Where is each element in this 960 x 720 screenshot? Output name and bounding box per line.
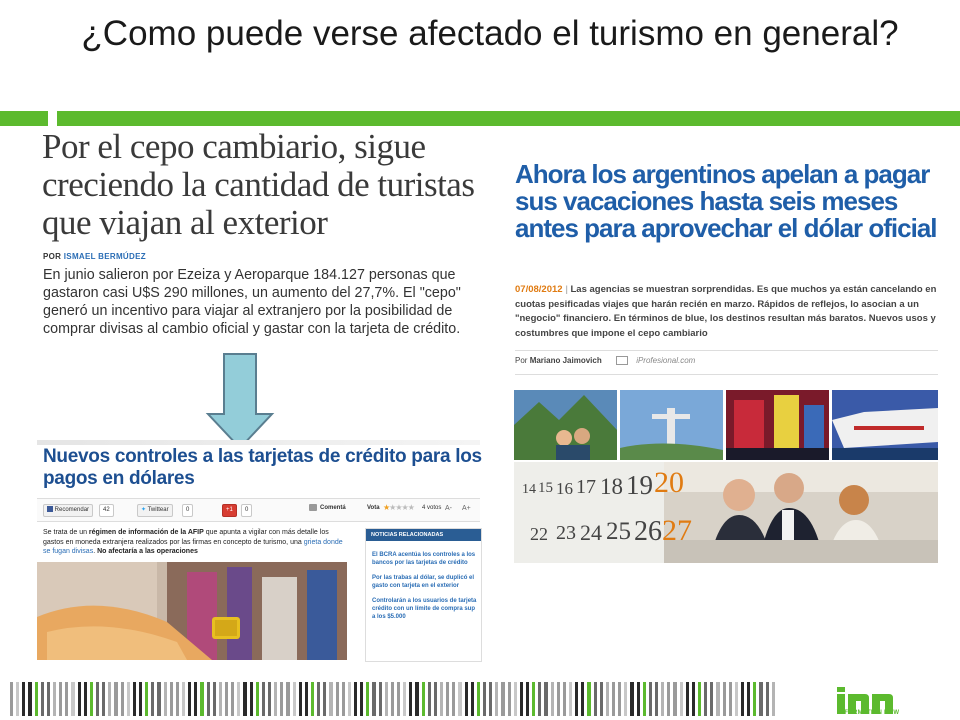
facebook-recommend-button[interactable] bbox=[43, 504, 93, 517]
article3-panel bbox=[37, 440, 480, 660]
barcode-stripe bbox=[256, 682, 259, 716]
barcode-stripe bbox=[501, 682, 505, 716]
article3-body-bold: régimen de información de la AFIP bbox=[88, 529, 204, 536]
barcode-stripe bbox=[182, 682, 185, 716]
article3-body-link[interactable]: grieta donde se fugan divisas bbox=[43, 538, 343, 555]
gplus-count: 0 bbox=[241, 504, 252, 517]
barcode-stripe bbox=[753, 682, 756, 716]
barcode-stripe bbox=[379, 682, 382, 716]
barcode-stripe bbox=[47, 682, 50, 716]
barcode-stripe bbox=[409, 682, 412, 716]
barcode-stripe bbox=[772, 682, 775, 716]
barcode-stripe bbox=[71, 682, 75, 716]
barcode-stripe bbox=[637, 682, 640, 716]
related-news-item[interactable]: Por las trabas al dólar, se duplicó el gasto con tarjeta en el exterior bbox=[372, 575, 475, 589]
article2-divider-bottom bbox=[515, 374, 938, 375]
related-news-box bbox=[365, 528, 482, 662]
barcode-stripe bbox=[483, 682, 486, 716]
article3-share-toolbar bbox=[37, 498, 480, 522]
barcode-stripe bbox=[741, 682, 744, 716]
barcode-stripe bbox=[766, 682, 769, 716]
barcode-stripe bbox=[630, 682, 634, 716]
barcode-stripe bbox=[286, 682, 290, 716]
barcode-stripe bbox=[710, 682, 713, 716]
article3-photo bbox=[37, 562, 347, 660]
barcode-stripe bbox=[317, 682, 320, 716]
barcode-stripe bbox=[121, 682, 124, 716]
article3-body-text-2: que apunta a vigilar con más detalle los gastos en moneda extranjera realizados por las firmas en concepto de turismo, una bbox=[43, 529, 329, 546]
barcode-stripe bbox=[299, 682, 302, 716]
barcode-stripe bbox=[164, 682, 167, 716]
calendar-day-highlight: 20 bbox=[654, 466, 684, 499]
barcode-stripe bbox=[612, 682, 615, 716]
barcode-stripe bbox=[594, 682, 597, 716]
barcode-stripe bbox=[471, 682, 474, 716]
article2-author[interactable]: Mariano Jaimovich bbox=[529, 356, 602, 365]
barcode-stripe bbox=[372, 682, 376, 716]
barcode-stripe bbox=[188, 682, 191, 716]
barcode-stripe bbox=[127, 682, 130, 716]
barcode-stripe bbox=[65, 682, 68, 716]
barcode-stripe bbox=[262, 682, 265, 716]
article1-summary: En junio salieron por Ezeiza y Aeroparque 184.127 personas que gastaron casi U$S 290 millones, un aumento del 27,7%. El "cepo" generó un incentivo para viajar al extranjero por la posibilidad de comprar divisas al cambio oficial y gastar con la tarjeta de crédito. bbox=[43, 267, 461, 337]
article3-nav-strip bbox=[37, 440, 480, 445]
barcode-stripe bbox=[606, 682, 609, 716]
barcode-stripe bbox=[508, 682, 511, 716]
barcode-stripe bbox=[280, 682, 283, 716]
barcode-stripe bbox=[397, 682, 400, 716]
barcode-stripe bbox=[735, 682, 738, 716]
barcode-stripe bbox=[514, 682, 517, 716]
barcode-stripe bbox=[231, 682, 234, 716]
barcode-stripe bbox=[434, 682, 437, 716]
barcode-stripe bbox=[90, 682, 93, 716]
calendar-day: 22 bbox=[530, 524, 548, 544]
barcode-stripe bbox=[446, 682, 449, 716]
barcode-stripe bbox=[729, 682, 732, 716]
calendar-day: 26 bbox=[634, 516, 662, 547]
barcode-stripe bbox=[336, 682, 339, 716]
barcode-stripe bbox=[661, 682, 664, 716]
barcode-stripe bbox=[643, 682, 646, 716]
logo-tagline: INFORMATION NOW bbox=[838, 710, 900, 716]
barcode-stripe bbox=[716, 682, 720, 716]
barcode-stripe bbox=[194, 682, 197, 716]
barcode-stripe bbox=[403, 682, 406, 716]
barcode-stripe bbox=[151, 682, 154, 716]
article3-body-bold-2: No afectaría a las operaciones bbox=[97, 548, 198, 555]
barcode-stripe bbox=[354, 682, 357, 716]
barcode-stripe bbox=[544, 682, 548, 716]
article3-body-text-3: . bbox=[93, 548, 98, 555]
barcode-stripe bbox=[465, 682, 468, 716]
barcode-stripe bbox=[391, 682, 394, 716]
article3-headline: Nuevos controles a las tarjetas de crédito para los pagos en dólares bbox=[43, 446, 482, 489]
calendar-day: 23 bbox=[556, 522, 576, 544]
comment-link[interactable]: Comentá bbox=[320, 505, 346, 511]
barcode-stripe bbox=[323, 682, 326, 716]
tweet-label: Twittear bbox=[147, 507, 169, 513]
article2-date: 07/08/2012 bbox=[515, 284, 563, 295]
barcode-stripe bbox=[311, 682, 314, 716]
barcode-stripe bbox=[114, 682, 118, 716]
barcode-stripe bbox=[667, 682, 670, 716]
facebook-recommend-label: Recomendar bbox=[54, 507, 90, 513]
facebook-recommend-count: 42 bbox=[99, 504, 114, 517]
barcode-stripe bbox=[170, 682, 173, 716]
article2-divider-top bbox=[515, 350, 938, 351]
barcode-stripe bbox=[96, 682, 99, 716]
calendar-day-highlight: 27 bbox=[662, 514, 692, 547]
slide-title: ¿Como puede verse afectado el turismo en general? bbox=[81, 14, 899, 53]
barcode-stripe bbox=[16, 682, 19, 716]
barcode-stripe bbox=[133, 682, 136, 716]
barcode-stripe bbox=[200, 682, 204, 716]
barcode-stripe bbox=[207, 682, 210, 716]
barcode-stripe bbox=[10, 682, 13, 716]
barcode-stripe bbox=[655, 682, 658, 716]
barcode-stripe bbox=[213, 682, 216, 716]
barcode-stripe bbox=[452, 682, 455, 716]
barcode-stripe bbox=[53, 682, 56, 716]
article1-byline-prefix: POR bbox=[43, 252, 62, 261]
twitter-icon: ✦ bbox=[141, 507, 147, 513]
calendar-day: 15 bbox=[538, 480, 553, 496]
barcode-stripe bbox=[704, 682, 707, 716]
barcode-stripe bbox=[649, 682, 652, 716]
barcode-stripe bbox=[673, 682, 677, 716]
barcode-stripe bbox=[563, 682, 566, 716]
calendar-day: 24 bbox=[580, 520, 602, 545]
barcode-stripe bbox=[348, 682, 351, 716]
article3-body-text: Se trata de un bbox=[43, 529, 89, 536]
article1-author[interactable]: ISMAEL BERMÚDEZ bbox=[63, 252, 146, 261]
barcode-stripe bbox=[692, 682, 695, 716]
barcode-stripe bbox=[329, 682, 333, 716]
barcode-stripe bbox=[698, 682, 701, 716]
barcode-stripe bbox=[41, 682, 44, 716]
barcode-stripe bbox=[759, 682, 763, 716]
barcode-stripe bbox=[22, 682, 25, 716]
related-news-header: NOTICIAS RELACIONADAS bbox=[366, 529, 481, 541]
article2-source: iProfesional.com bbox=[636, 356, 696, 365]
barcode-stripe bbox=[102, 682, 105, 716]
barcode-stripe bbox=[422, 682, 425, 716]
related-news-item[interactable]: El BCRA acentúa los controles a los bancos por las tarjetas de crédito bbox=[372, 552, 476, 566]
article3-body bbox=[43, 528, 343, 557]
related-news-item[interactable]: Controlarán a los usuarios de tarjeta crédito con un límite de compra sup a los $5.000 bbox=[372, 598, 477, 620]
article2-dek bbox=[515, 283, 940, 341]
calendar-day: 14 bbox=[522, 482, 536, 497]
barcode-stripe bbox=[415, 682, 419, 716]
barcode-stripe bbox=[581, 682, 584, 716]
barcode-stripe bbox=[575, 682, 578, 716]
calendar-day: 16 bbox=[556, 479, 573, 498]
article2-byline-prefix: Por bbox=[515, 356, 528, 365]
barcode-stripe bbox=[723, 682, 726, 716]
barcode-stripe bbox=[458, 682, 462, 716]
rating-stars[interactable]: ★★★★★ bbox=[383, 503, 414, 512]
barcode-stripe bbox=[139, 682, 142, 716]
gplus-button[interactable]: +1 bbox=[222, 504, 237, 517]
vote-label: Vota bbox=[367, 505, 380, 511]
article1-byline bbox=[43, 252, 146, 261]
barcode-stripe bbox=[78, 682, 81, 716]
barcode-stripe bbox=[293, 682, 296, 716]
barcode-stripe bbox=[237, 682, 240, 716]
barcode-stripe bbox=[532, 682, 535, 716]
calendar-day: 25 bbox=[606, 518, 631, 545]
article2-byline bbox=[515, 356, 938, 365]
barcode-stripe bbox=[366, 682, 369, 716]
barcode-stripe bbox=[587, 682, 591, 716]
barcode-stripe bbox=[428, 682, 431, 716]
green-bar-left bbox=[0, 111, 48, 126]
barcode-stripe bbox=[569, 682, 572, 716]
barcode-stripe bbox=[225, 682, 228, 716]
barcode-stripe bbox=[35, 682, 38, 716]
article2-headline: Ahora los argentinos apelan a pagar sus vacaciones hasta seis meses antes para aprovechar el dólar oficial bbox=[515, 159, 937, 243]
barcode-stripe bbox=[145, 682, 148, 716]
barcode-stripe bbox=[274, 682, 277, 716]
comment-icon bbox=[309, 504, 317, 511]
barcode-stripe bbox=[538, 682, 541, 716]
calendar-day: 18 bbox=[600, 474, 623, 499]
article2-date-separator: | bbox=[565, 284, 571, 295]
barcode-stripe bbox=[219, 682, 222, 716]
calendar-day: 19 bbox=[626, 470, 653, 500]
calendar-numbers bbox=[514, 462, 692, 563]
barcode-stripe bbox=[360, 682, 363, 716]
barcode-stripe bbox=[618, 682, 621, 716]
barcode-stripe bbox=[526, 682, 529, 716]
barcode-stripe bbox=[59, 682, 62, 716]
barcode-stripe bbox=[243, 682, 247, 716]
barcode-stripe bbox=[84, 682, 87, 716]
barcode-stripe bbox=[440, 682, 443, 716]
barcode-stripe bbox=[108, 682, 111, 716]
barcode-stripe bbox=[551, 682, 554, 716]
tweet-count: 0 bbox=[182, 504, 193, 517]
font-smaller-button[interactable]: A- bbox=[445, 505, 452, 512]
article2-dek-text: Las agencias se muestran sorprendidas. Es que muchos ya están cancelando en cuotas pesificadas viajes que harán recién en marzo. Rápidos de reflejos, lo asocian a un "negocio" financiero. En términos de blue, los destinos resultan más baratos. Nuevos usos y costumbres que impone el cepo cambiario bbox=[515, 284, 937, 339]
barcode-stripe bbox=[489, 682, 492, 716]
footer-barcode-decoration bbox=[10, 682, 780, 716]
barcode-stripe bbox=[176, 682, 179, 716]
barcode-stripe bbox=[557, 682, 560, 716]
barcode-stripe bbox=[520, 682, 523, 716]
green-bar-main bbox=[57, 111, 960, 126]
facebook-icon bbox=[47, 506, 53, 512]
barcode-stripe bbox=[495, 682, 498, 716]
calendar-day: 17 bbox=[576, 476, 596, 498]
barcode-stripe bbox=[680, 682, 683, 716]
font-bigger-button[interactable]: A+ bbox=[462, 505, 471, 512]
barcode-stripe bbox=[305, 682, 308, 716]
barcode-stripe bbox=[385, 682, 388, 716]
barcode-stripe bbox=[28, 682, 32, 716]
barcode-stripe bbox=[342, 682, 345, 716]
barcode-stripe bbox=[268, 682, 271, 716]
barcode-stripe bbox=[250, 682, 253, 716]
barcode-stripe bbox=[477, 682, 480, 716]
barcode-stripe bbox=[747, 682, 750, 716]
barcode-stripe bbox=[157, 682, 161, 716]
email-icon[interactable] bbox=[616, 356, 628, 365]
barcode-stripe bbox=[686, 682, 689, 716]
barcode-stripe bbox=[600, 682, 603, 716]
votes-count: 4 votos bbox=[422, 505, 442, 511]
tweet-button[interactable] bbox=[137, 504, 173, 517]
barcode-stripe bbox=[624, 682, 627, 716]
down-arrow-icon bbox=[206, 354, 274, 450]
article1-headline: Por el cepo cambiario, sigue creciendo la cantidad de turistas que viajan al exterior bbox=[42, 127, 475, 242]
